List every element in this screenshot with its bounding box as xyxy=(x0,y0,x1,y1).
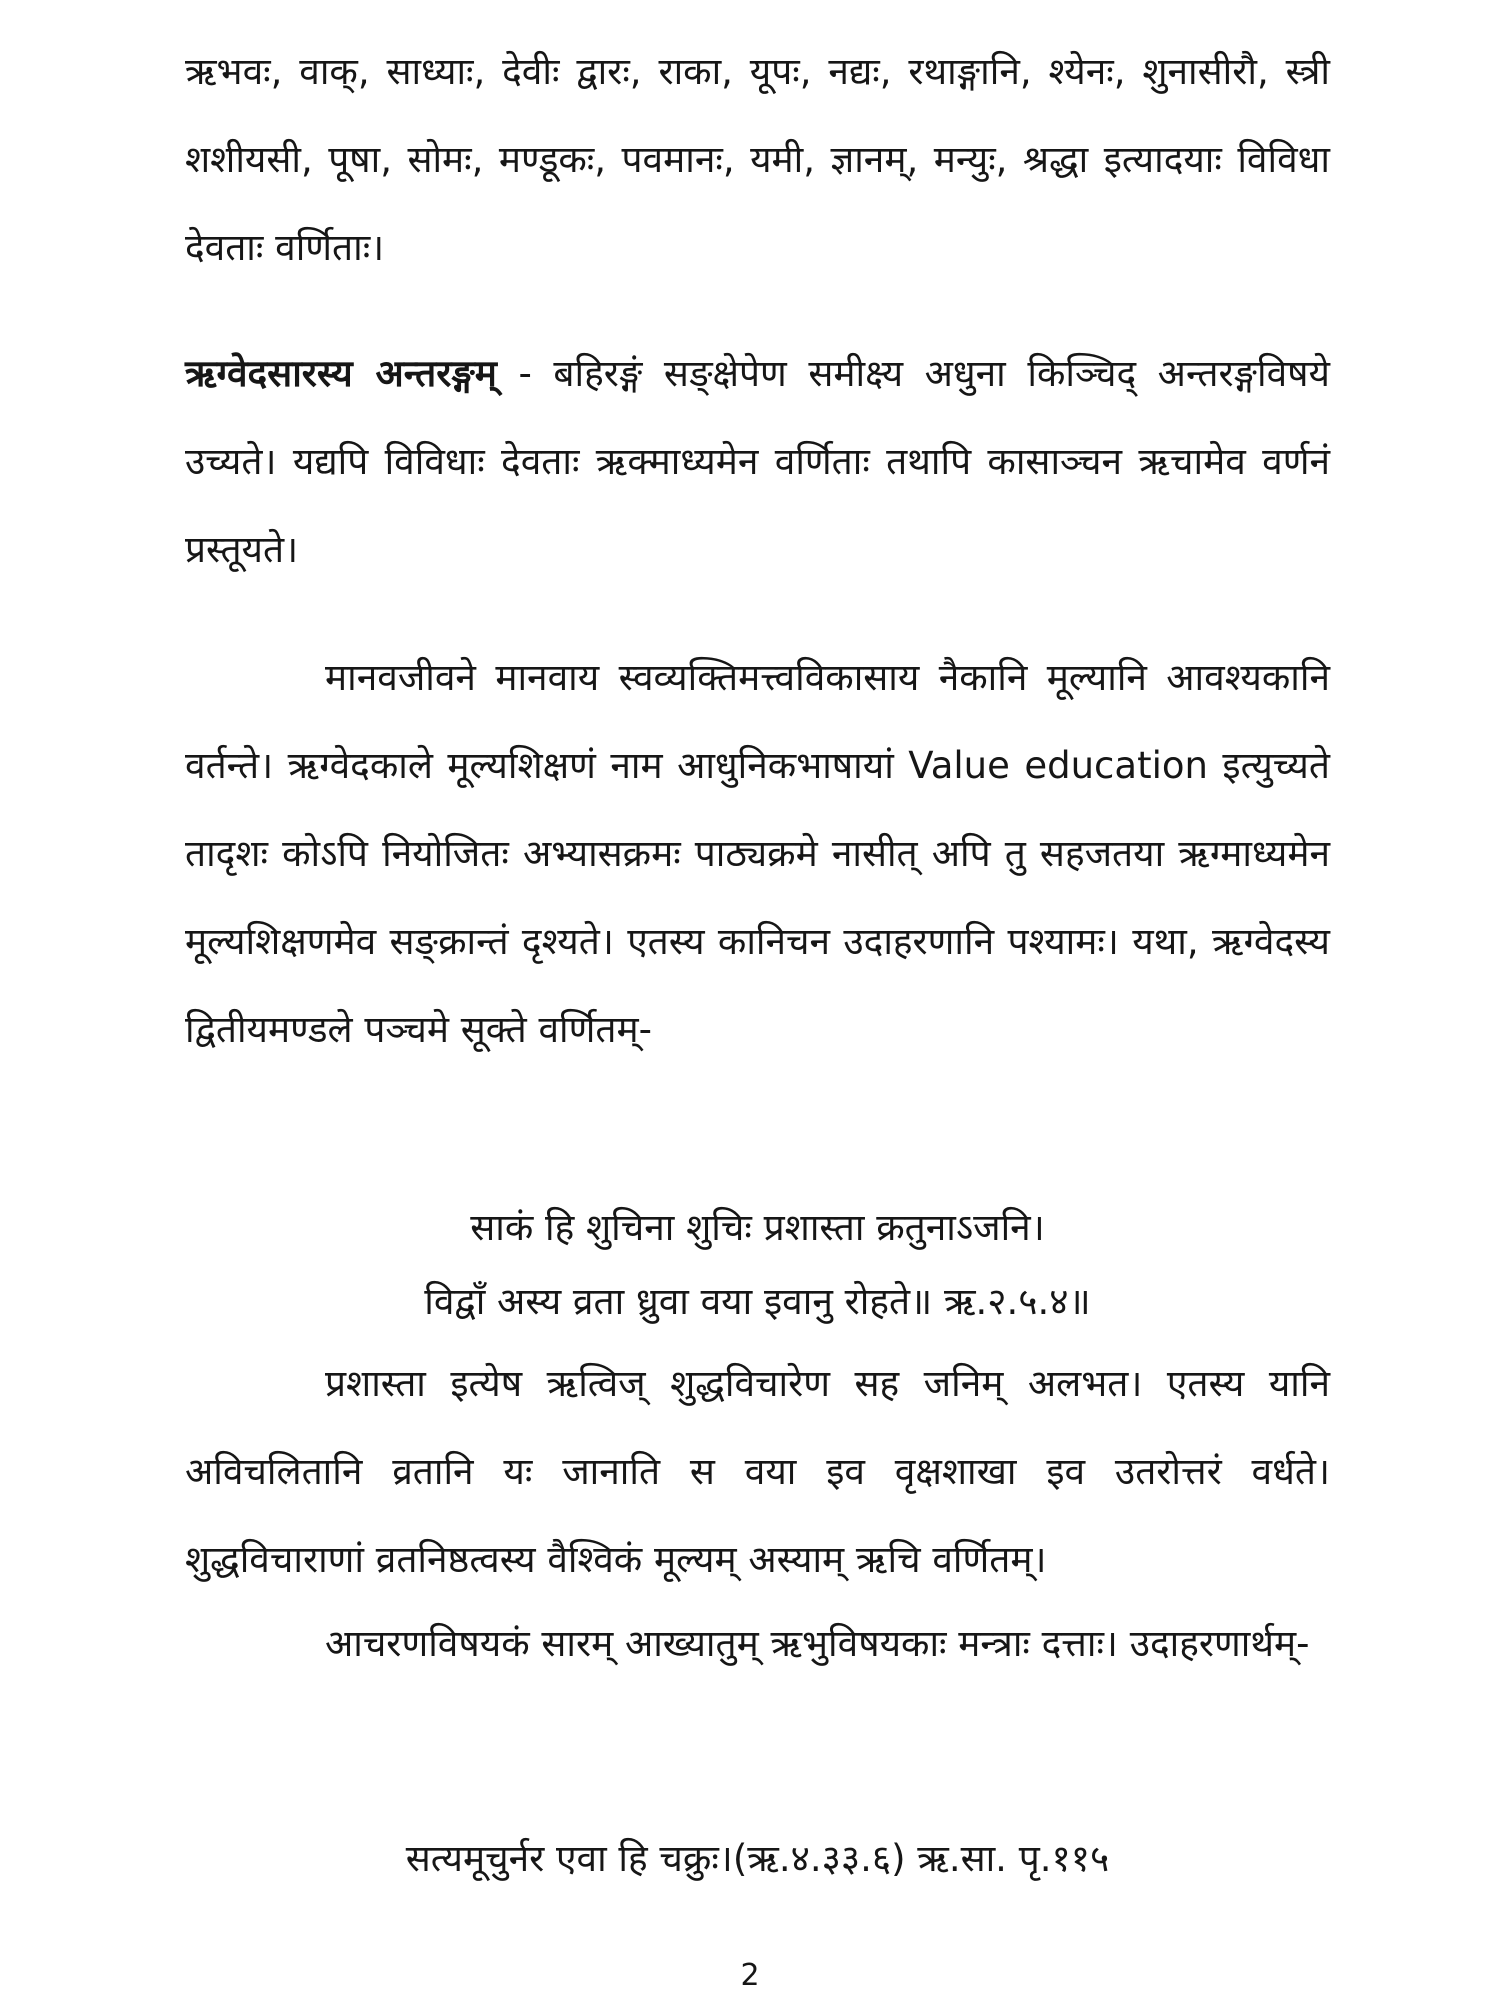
paragraph-inner-essence xyxy=(185,330,1330,594)
verse-line: विद्वाँ अस्य व्रता ध्रुवा वया इवानु रोहते॥ ऋ.२.५.४॥ xyxy=(424,1280,1091,1323)
paragraph-deities-list: ऋभवः, वाक्, साध्याः, देवीः द्वारः, राका, यूपः, नद्यः, रथाङ्गानि, श्येनः, शुनासीरौ, स्त्री शशीयसी, पूषा, सोमः, मण्डूकः, पवमानः, यमी, ज्ञानम्, मन्युः, श्रद्धा इत्यादयाः विविधा देवताः वर्णिताः। xyxy=(185,50,1330,269)
section-heading: ऋग्वेदसारस्य अन्तरङ्गम् xyxy=(185,352,497,395)
section-heading-body: - बहिरङ्गं सङ्क्षेपेण समीक्ष्य अधुना किञ्चिद् अन्तरङ्गविषये उच्यते। यद्यपि विविधाः देवताः ऋक्माध्यमेन वर्णिताः तथापि कासाञ्चन ऋचामेव वर्णनं प्रस्तूयते। xyxy=(185,352,1330,571)
paragraph-conduct-essence: आचरणविषयकं सारम् आख्यातुम् ऋभुविषयकाः मन्त्राः दत्ताः। उदाहरणार्थम्- xyxy=(325,1622,1310,1665)
page-number: 2 xyxy=(740,1958,760,1993)
verse-line: सत्यमूचुर्नर एवा हि चक्रुः।(ऋ.४.३३.६) ऋ.सा. पृ.११५ xyxy=(405,1837,1110,1880)
verse-line: साकं हि शुचिना शुचिः प्रशास्ता क्रतुनाऽजनि। xyxy=(470,1206,1045,1249)
paragraph-verse-explanation: प्रशास्ता इत्येष ऋत्विज् शुद्धविचारेण सह जनिम् अलभत। एतस्य यानि अविचलितानि व्रतानि यः जानाति स वया इव वृक्षशाखा इव उतरोत्तरं वर्धते। शुद्धविचाराणां व्रतनिष्ठत्वस्य वैश्विकं मूल्यम् अस्याम् ऋचि वर्णितम्। xyxy=(185,1362,1330,1581)
paragraph-value-education: मानवजीवने मानवाय स्वव्यक्तिमत्त्वविकासाय नैकानि मूल्यानि आवश्यकानि वर्तन्ते। ऋग्वेदकाले मूल्यशिक्षणं नाम आधुनिकभाषायां Value education इत्युच्यते तादृशः कोऽपि नियोजितः अभ्यासक्रमः पाठ्यक्रमे नासीत् अपि तु सहजतया ऋग्माध्यमेन मूल्यशिक्षणमेव सङ्क्रान्तं दृश्यते। एतस्य कानिचन उदाहरणानि पश्यामः। यथा, ऋग्वेदस्य द्वितीयमण्डले पञ्चमे सूक्ते वर्णितम्- xyxy=(185,656,1330,1051)
